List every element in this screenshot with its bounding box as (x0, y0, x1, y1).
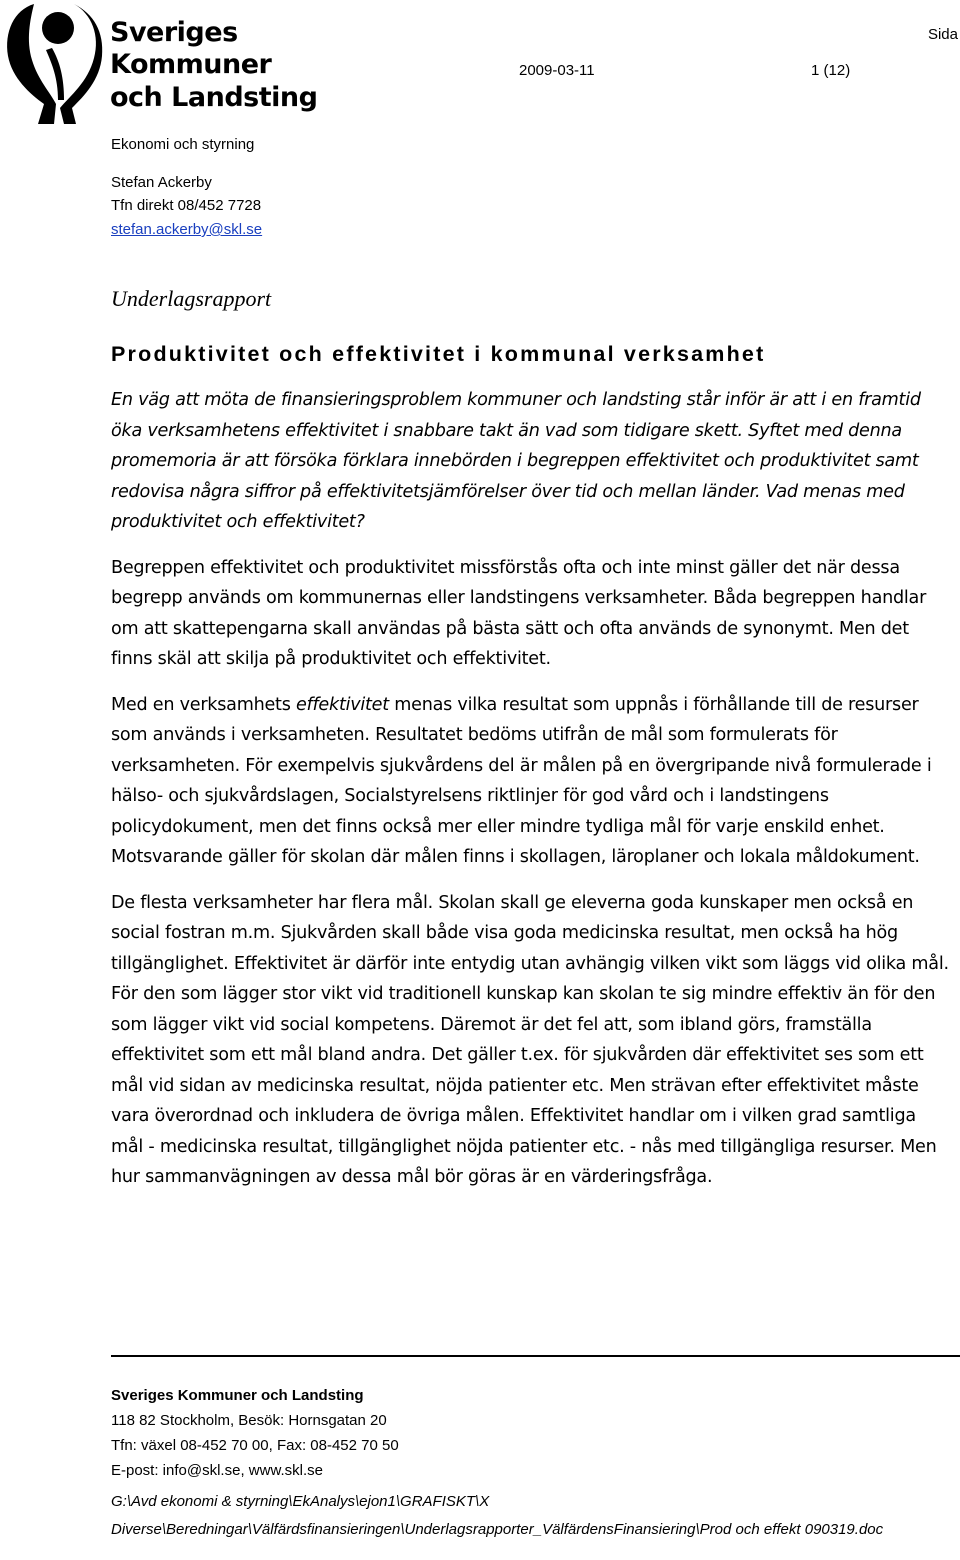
document-title: Produktivitet och effektivitet i kommunal verksamhet (111, 342, 766, 366)
report-type: Underlagsrapport (111, 286, 272, 311)
file-path: G:\Avd ekonomi & styrning\EkAnalys\ejon1\GRAFISKT\X Diverse\Beredningar\Välfärdsfinansieringen\Underlagsrapporter_VälfärdensFinansiering\Prod och effekt 090319.doc (111, 1493, 884, 1538)
page-label: Sida (927, 26, 958, 43)
paragraph-2-start: Med en verksamhets (111, 694, 296, 715)
document-date: 2009-03-11 (519, 62, 595, 79)
skl-logo-icon (0, 0, 104, 124)
footer-phone-fax: Tfn: växel 08-452 70 00, Fax: 08-452 70 50 (111, 1437, 399, 1454)
document-body (111, 385, 953, 1193)
paragraph-2 (111, 690, 953, 873)
logo-text-line-3: och Landsting (110, 82, 318, 113)
paragraph-1: Begreppen effektivitet och produktivitet missförstås ofta och inte minst gäller det när dessa begrepp används om kommunernas eller landstingens verksamheter. Båda begreppen handlar om att skattepengarna skall användas på bästa sätt och ofta används de synonymt. Men det finns skäl att skilja på produktivitet och effektivitet. (111, 557, 927, 669)
footer-address: 118 82 Stockholm, Besök: Hornsgatan 20 (111, 1412, 387, 1429)
paragraph-2-emphasis: effektivitet (295, 694, 389, 715)
intro-text: En väg att möta de finansieringsproblem kommuner och landsting står inför är att i en framtid öka verksamhetens effektivitet i snabbare takt än vad som tidigare skett. Syftet med denna promemoria är att försöka förklara innebörden i begreppen effektivitet och produktivitet samt redovisa några siffror på effektivitetsjämförelser över tid och mellan länder. (111, 390, 921, 502)
footer-email-web: E-post: info@skl.se, www.skl.se (111, 1462, 323, 1479)
paragraph-2-end: menas vilka resultat som uppnås i förhållande till de resurser som används i verksamheten. Resultatet bedöms utifrån de mål som formulerats för verksamheten. För exempelvis sjukvårdens del är målen på en övergripande nivå formulerade i hälso- och sjukvårdslagen, Socialstyrelsens riktlinjer för god vård och i landstingens policydokument, men det finns också mer eller mindre tydliga mål för varje enskild enhet. Motsvarande gäller för skolan där målen finns i skollagen, läroplaner och lokala måldokument. (111, 694, 932, 867)
logo-text-line-2: Kommuner (110, 49, 272, 80)
logo-text-line-1: Sveriges (110, 17, 238, 48)
section-heading: Vad menas med produktivitet och effektivitet? (111, 481, 905, 532)
contact-email-link[interactable]: stefan.ackerby@skl.se (111, 221, 263, 238)
contact-phone: Tfn direkt 08/452 7728 (111, 197, 262, 214)
footer-divider (111, 1355, 960, 1357)
footer (111, 1383, 399, 1483)
department: Ekonomi och styrning (111, 136, 255, 153)
footer-org-name: Sveriges Kommuner och Landsting (111, 1387, 364, 1404)
paragraph-3: De flesta verksamheter har flera mål. Skolan skall ge eleverna goda kunskaper men också en social fostran m.m. Sjukvården skall både visa goda medicinska resultat, men också ha hög tillgänglighet. Effektivitet är därför inte entydig utan avhängig vilken vikt som läggs vid olika mål. För den som lägger stor vikt vid traditionell kunskap kan skolan te sig mindre effektiv än för den som lägger vikt vid social kompetens. Däremot är det fel att, som ibland görs, framställa effektivitet som ett mål bland andra. Det gäller t.ex. för sjukvården där effektivitet ses som ett mål vid sidan av medicinska resultat, nöjda patienter etc. Men strävan efter effektivitet måste vara överordnad och inkludera de övriga målen. Effektivitet handlar om i vilken grad samtliga mål - medicinska resultat, tillgänglighet nöjda patienter etc. - nås med tillgängliga resurser. Men hur sammanvägningen av dessa mål bör göras är en värderingsfråga. (111, 892, 949, 1187)
contact-name: Stefan Ackerby (111, 174, 212, 191)
page-count: 1 (12) (811, 62, 851, 79)
intro-paragraph (111, 385, 953, 538)
